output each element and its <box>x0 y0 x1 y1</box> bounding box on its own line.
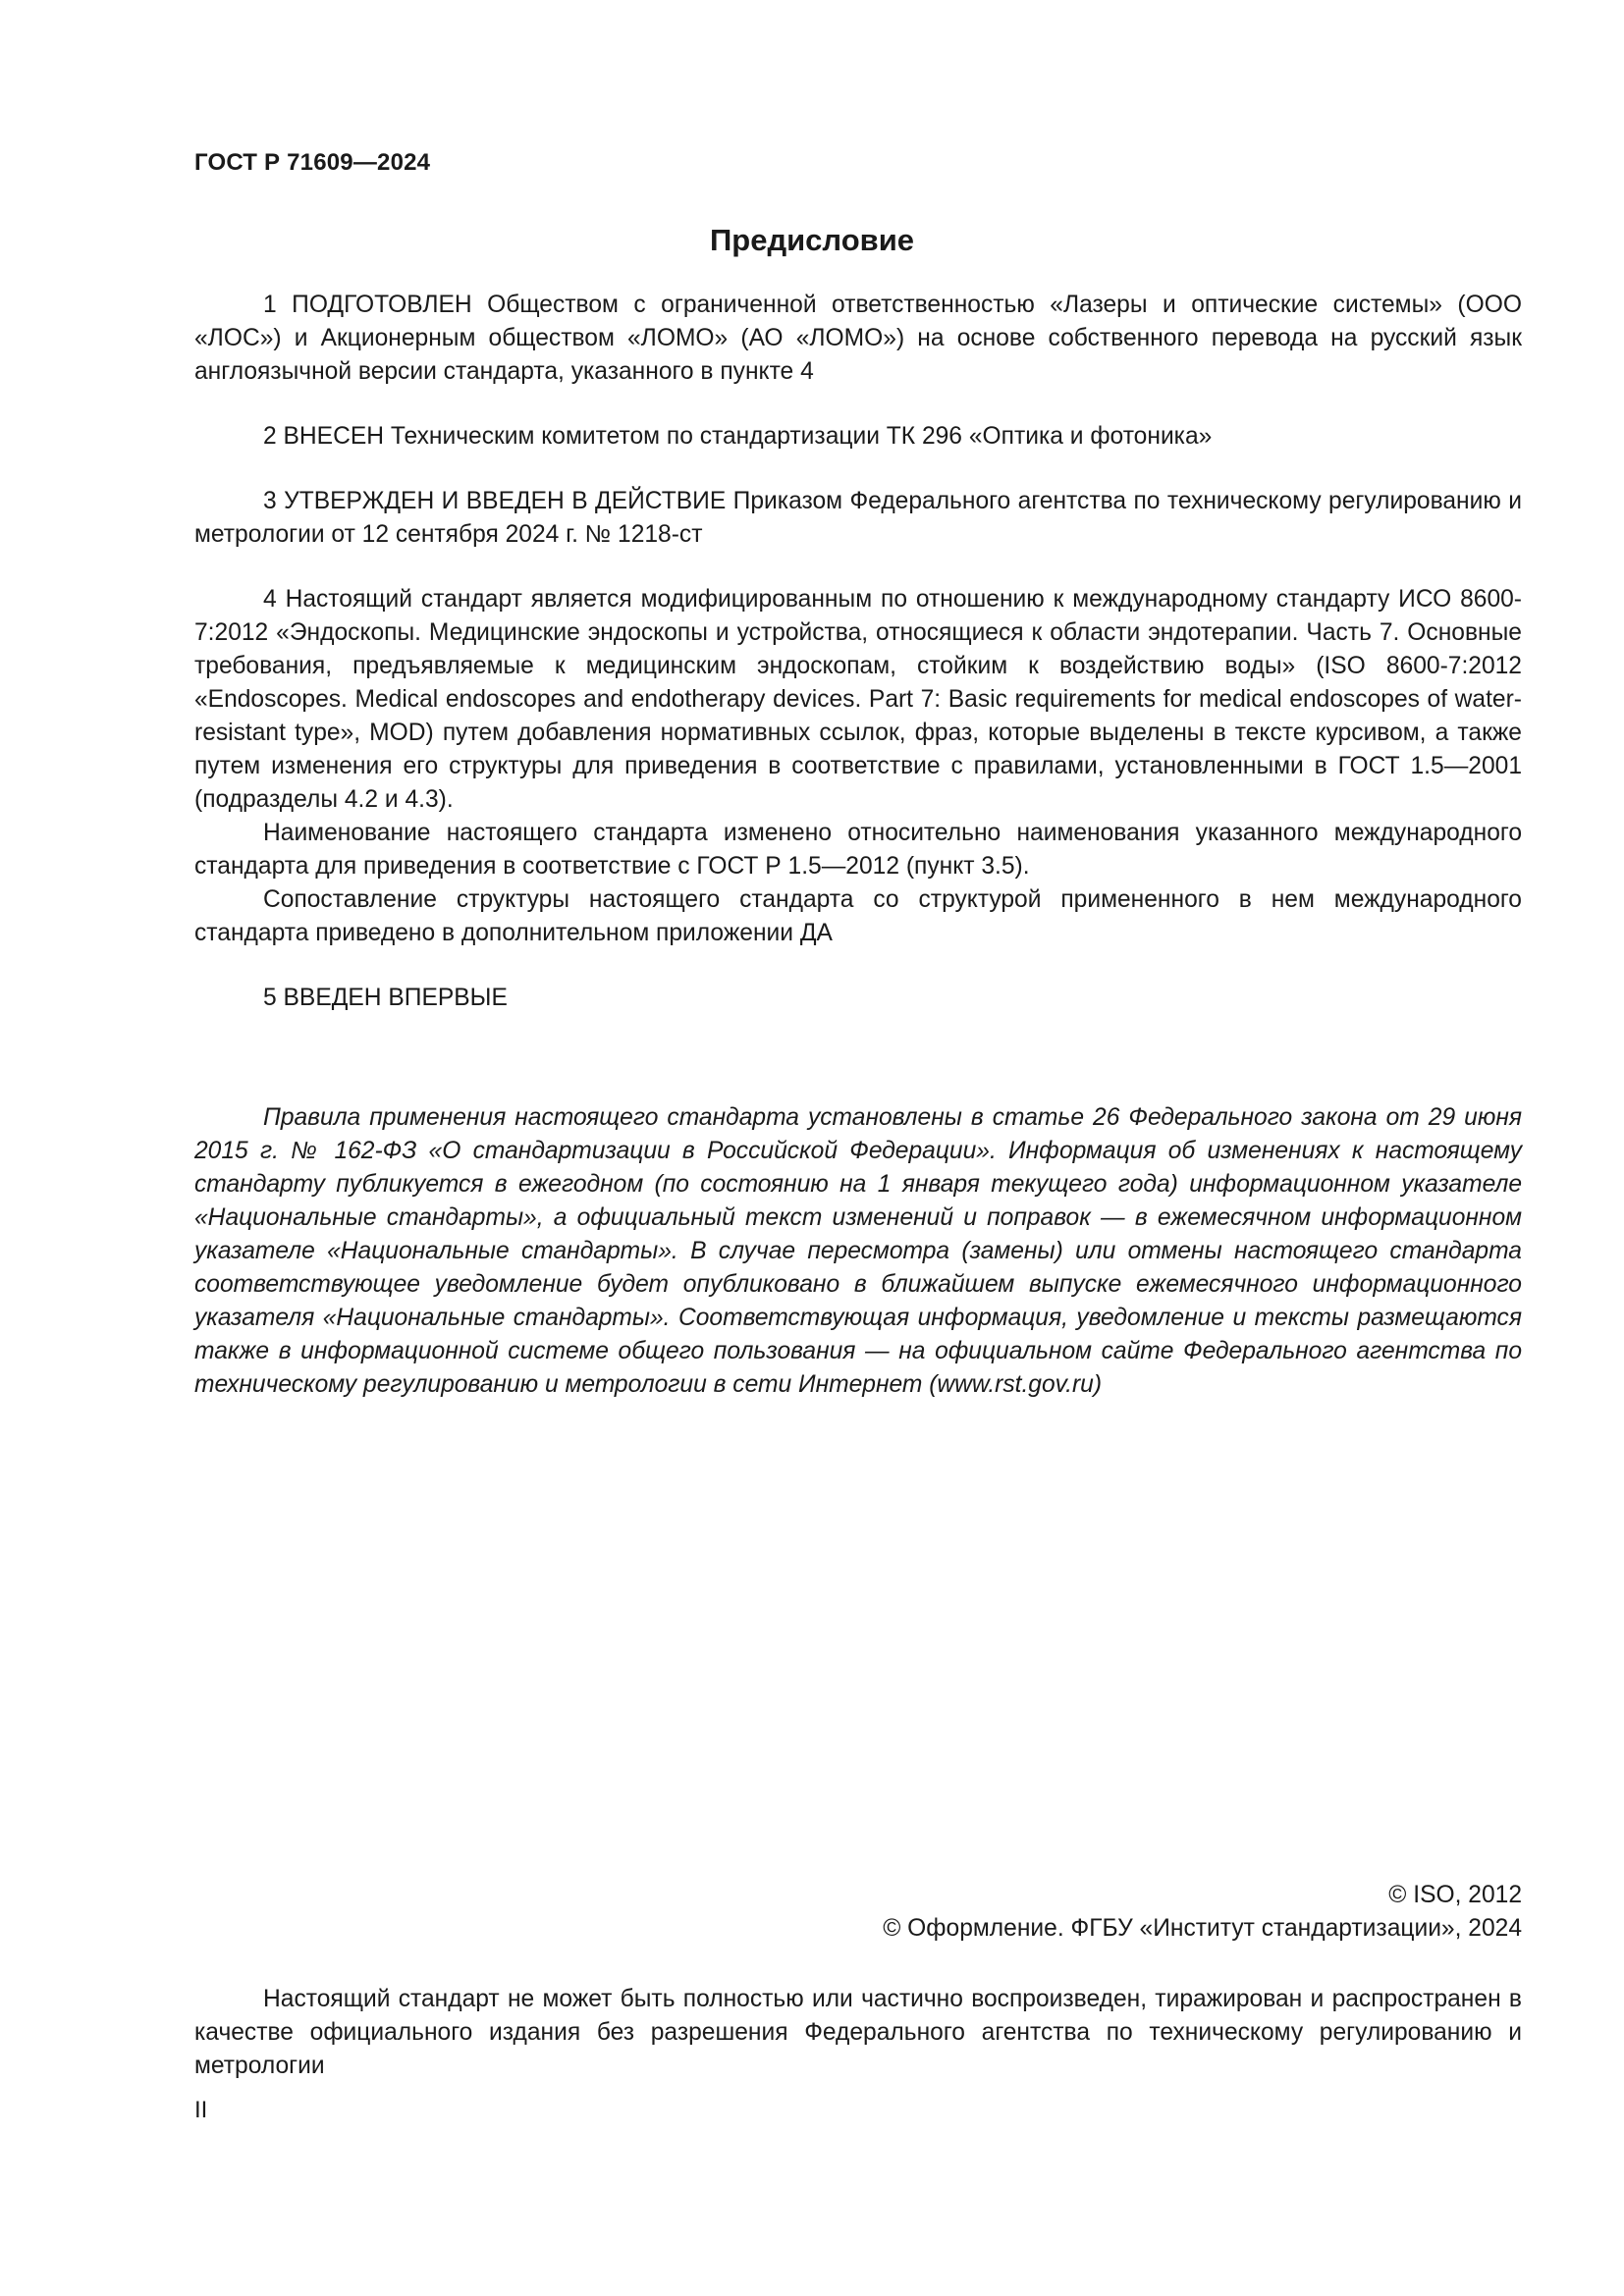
foreword-item-4-title-note: Наименование настоящего стандарта изменено относительно наименования указанного международного стандарта для приведения в соответствие с ГОСТ Р 1.5—2012 (пункт 3.5). <box>194 820 1522 880</box>
foreword-item-1: 1 ПОДГОТОВЛЕН Обществом с ограниченной ответственностью «Лазеры и оптические системы» (ООО «ЛОС») и Акционерным обществом «ЛОМО» (АО «ЛОМО») на основе собственного перевода на русский язык англоязычной версии стандарта, указанного в пункте 4 <box>194 292 1522 385</box>
page-number: II <box>194 2097 208 2123</box>
design-copyright: © Оформление. ФГБУ «Институт стандартизации», 2024 <box>883 1915 1522 1942</box>
reproduction-notice: Настоящий стандарт не может быть полностью или частично воспроизведен, тиражирован и распространен в качестве официального издания без разрешения Федерального агентства по техническому регулированию и метрологии <box>194 1986 1522 2079</box>
foreword-item-4-structure-note: Сопоставление структуры настоящего стандарта со структурой примененного в нем международного стандарта приведено в дополнительном приложении ДА <box>194 886 1522 946</box>
foreword-item-2: 2 ВНЕСЕН Техническим комитетом по стандартизации ТК 296 «Оптика и фотоника» <box>263 423 1213 450</box>
foreword-item-5: 5 ВВЕДЕН ВПЕРВЫЕ <box>263 985 508 1011</box>
foreword-item-3: 3 УТВЕРЖДЕН И ВВЕДЕН В ДЕЙСТВИЕ Приказом Федерального агентства по техническому регулированию и метрологии от 12 сентября 2024 г. № 1218-ст <box>194 488 1522 548</box>
iso-copyright: © ISO, 2012 <box>1388 1882 1522 1908</box>
page-title: Предисловие <box>709 223 914 257</box>
standard-id-header: ГОСТ Р 71609—2024 <box>194 149 431 176</box>
foreword-body <box>194 289 1522 1015</box>
copyright-block <box>883 1879 1522 1946</box>
foreword-item-4: 4 Настоящий стандарт является модифицированным по отношению к международному стандарту ИСО 8600-7:2012 «Эндоскопы. Медицинские эндоскопы и устройства, относящиеся к области эндотерапии. Часть 7. Основные требования, предъявляемые к медицинским эндоскопам, стойким к воздействию воды» (ISO 8600-7:2012 «Endoscopes. Medical endoscopes and endotherapy devices. Part 7: Basic requirements for medical endoscopes of water-resistant type», MOD) путем добавления нормативных ссылок, фраз, которые выделены в тексте курсивом, а также путем изменения его структуры для приведения в соответствие с правилами, установленными в ГОСТ 1.5—2001 (подразделы 4.2 и 4.3). <box>194 586 1522 813</box>
application-rules-notice: Правила применения настоящего стандарта установлены в статье 26 Федерального закона от 29 июня 2015 г. № 162-ФЗ «О стандартизации в Российской Федерации». Информация об изменениях к настоящему стандарту публикуется в ежегодном (по состоянию на 1 января текущего года) информационном указателе «Национальные стандарты», а официальный текст изменений и поправок — в ежемесячном информационном указателе «Национальные стандарты». В случае пересмотра (замены) или отмены настоящего стандарта соответствующее уведомление будет опубликовано в ближайшем выпуске ежемесячного информационного указателя «Национальные стандарты». Соответствующая информация, уведомление и тексты размещаются также в информационной системе общего пользования — на официальном сайте Федерального агентства по техническому регулированию и метрологии в сети Интернет (www.rst.gov.ru) <box>194 1104 1522 1398</box>
